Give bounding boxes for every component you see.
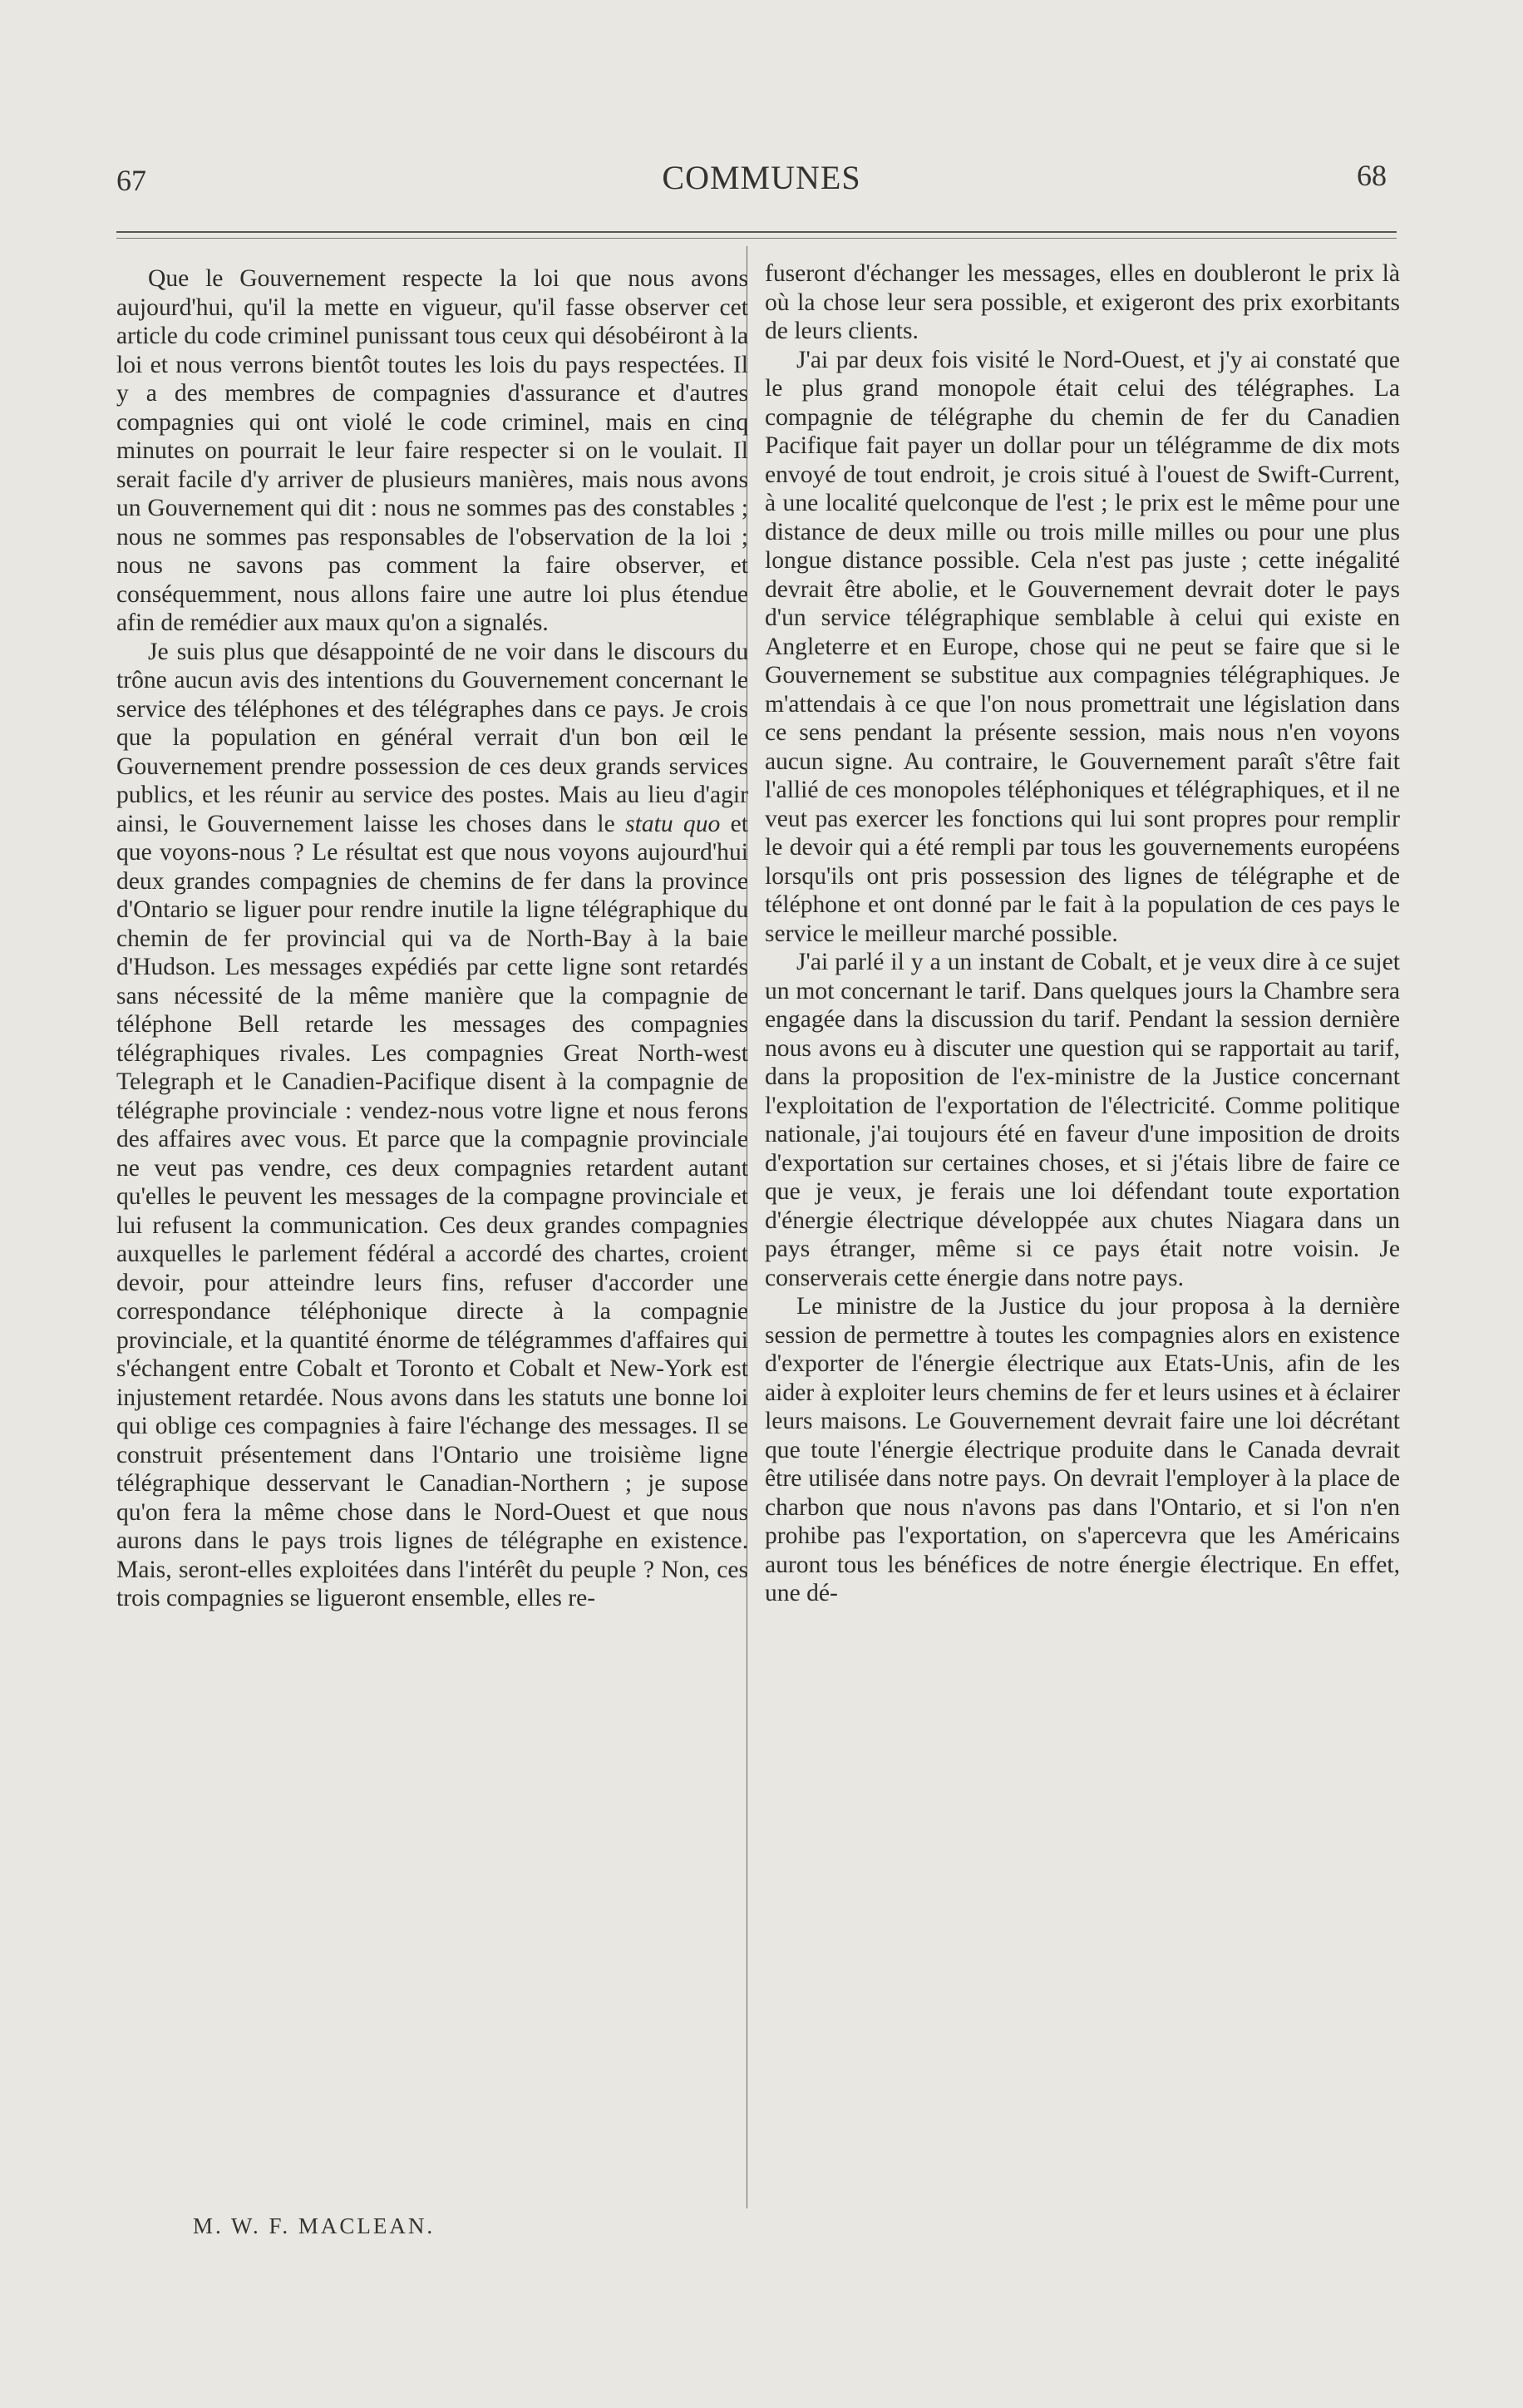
header-rule-bottom — [116, 238, 1397, 239]
page-number-left: 67 — [116, 164, 146, 197]
right-column — [765, 259, 1400, 1608]
italic-phrase: statu quo — [625, 810, 721, 837]
right-paragraph-4: Le ministre de la Justice du jour proposa à la dernière session de permettre à toutes les compagnies alors en existence d'exporter de l'énergie électrique aux Etats-Unis, afin de les aider à exploiter leurs chemins de fer et leurs usines et à éclairer leurs maisons. Le Gouvernement devrait faire une loi décrétant que toute l'énergie électrique produite dans le Canada devrait être utilisée dans notre pays. On devrait l'employer à la place de charbon que nous n'avons pas dans l'Ontario, et si l'on n'en prohibe pas l'exportation, on s'apercevra que les Américains auront tous les bénéfices de notre énergie électrique. En effet, une dé- — [765, 1293, 1400, 1606]
left-paragraph-2-end: et que voyons-nous ? Le résultat est que nous voyons aujourd'hui deux grandes compagnies de chemins de fer dans la province d'Ontario se liguer pour rendre inutile la ligne télégraphique du chemin de fer provincial qui va de North-Bay à la baie d'Hudson. Les messages expédiés par cette ligne sont retardés sans nécessité de la même manière que la compagnie de téléphone Bell retarde les messages des compagnies télégraphiques rivales. Les compagnies Great North-west Telegraph et le Canadien-Pacifique disent à la compagnie de télégraphe provinciale : vendez-nous votre ligne et nous ferons des affaires avec vous. Et parce que la compagnie provinciale ne veut pas vendre, ces deux compagnies retardent autant qu'elles le peuvent les messages de la compagne provinciale et lui refusent la communication. Ces deux grandes compagnies auxquelles le parlement fédéral a accordé des chartes, croient devoir, pour atteindre leurs fins, refuser d'accorder une correspondance téléphonique directe à la compagnie provinciale, et la quantité énorme de télégrammes d'affaires qui s'échangent entre Cobalt et Toronto et Cobalt et New-York est injustement retardée. Nous avons dans les statuts une bonne loi qui oblige ces compagnies à faire l'échange des messages. Il se construit présentement dans l'Ontario une troisième ligne télégraphique desservant le Canadian-Northern ; je supose qu'on fera la même chose dans le Nord-Ouest et que nous aurons dans le pays trois lignes de télégraphe en existence. Mais, seront-elles exploitées dans l'intérêt du peuple ? Non, ces trois compagnies se ligueront ensemble, elles re- — [116, 810, 748, 1611]
right-paragraph-2: J'ai par deux fois visité le Nord-Ouest, et j'y ai constaté que le plus grand monopole était celui des télégraphes. La compagnie de télégraphe du chemin de fer du Canadien Pacifique fait payer un dollar pour un télégramme de dix mots envoyé de tout endroit, je crois situé à l'ouest de Swift-Current, à une localité quelconque de l'est ; le prix est le même pour une distance de deux mille ou trois mille milles ou pour une plus longue distance possible. Cela n'est pas juste ; cette inégalité devrait être abolie, et le Gouvernement devrait doter le pays d'un service télégraphique semblable à celui qui existe en Angleterre et en Europe, chose qui ne peut se faire que si le Gouvernement se substitue aux compagnies télégraphiques. Je m'attendais à ce que l'on nous promettrait une législation dans ce sens pendant la présente session, mais nous n'en voyons aucun signe. Au contraire, le Gouvernement paraît s'être fait l'allié de ces monopoles téléphoniques et télégraphiques, et il ne veut pas exercer les fonctions qui lui sont propres pour remplir le devoir qui a été rempli par tous les gouvernements européens lorsqu'ils ont pris possession des lignes de télégraphe et de téléphone et ont donné par le fait à la population de ces pays le service le meilleur marché possible. — [765, 346, 1400, 947]
right-paragraph-1: fuseront d'échanger les messages, elles en doubleront le prix là où la chose leur sera possible, et exigeront des prix exorbitants de leurs clients. — [765, 260, 1400, 344]
page-number-right: 68 — [1357, 159, 1387, 192]
left-column — [116, 264, 748, 1613]
speaker-signature: M. W. F. MACLEAN. — [193, 2213, 436, 2238]
header-rule-top — [116, 231, 1397, 233]
left-paragraph-2 — [116, 638, 748, 1613]
left-paragraph-2-start: Je suis plus que désappointé de ne voir dans le discours du trône aucun avis des intentions du Gouvernement concernant le service des téléphones et des télégraphes dans ce pays. Je crois que la population en général verrait d'un bon œil le Gouvernement prendre possession de ces deux grands services publics, et les réunir au service des postes. Mais au lieu d'agir ainsi, le Gouvernement laisse les choses dans le — [116, 638, 748, 837]
left-paragraph-1: Que le Gouvernement respecte la loi que nous avons aujourd'hui, qu'il la mette en vigueur, qu'il fasse observer cet article du code criminel punissant tous ceux qui désobéiront à la loi et nous verrons bientôt toutes les lois du pays respectées. Il y a des membres de compagnies d'assurance et d'autres compagnies qui ont violé le code criminel, mais en cinq minutes on pourrait le leur faire respecter si on le voulait. Il serait facile d'y arriver de plusieurs manières, mais nous avons un Gouvernement qui dit : nous ne sommes pas des constables ; nous ne sommes pas responsables de l'observation de la loi ; nous ne savons pas comment la faire observer, et conséquemment, nous allons faire une autre loi plus étendue afin de remédier aux maux qu'on a signalés. — [116, 265, 748, 636]
running-header-title: COMMUNES — [662, 159, 861, 196]
right-paragraph-3: J'ai parlé il y a un instant de Cobalt, et je veux dire à ce sujet un mot concernant le tarif. Dans quelques jours la Chambre sera engagée dans la discussion du tarif. Pendant la session dernière nous avons eu à discuter une question qui se rapportait au tarif, dans la proposition de l'ex-ministre de la Justice concernant l'exploitation de l'exportation de l'électricité. Comme politique nationale, j'ai toujours été en faveur d'une imposition de droits d'exportation sur certaines choses, et si j'étais libre de faire ce que je veux, je ferais une loi défendant toute exportation d'énergie électrique développée aux chutes Niagara dans un pays étranger, même si ce pays était notre voisin. Je conserverais cette énergie dans notre pays. — [765, 949, 1400, 1291]
